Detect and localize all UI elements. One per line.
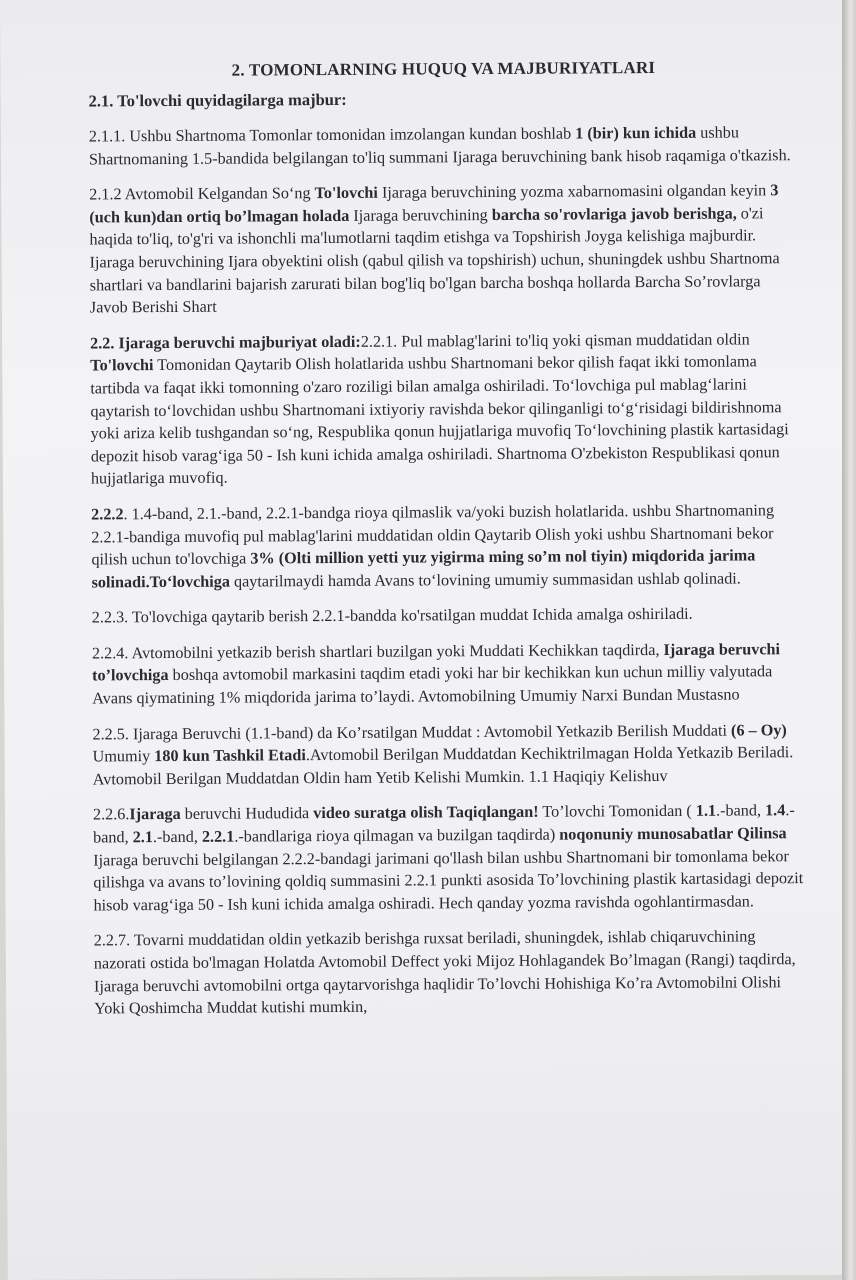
paragraph [92, 602, 802, 629]
text-run: 2.2.4. Avtomobilni yetkazib berish shartlari buzilgan yoki Muddati Kechikkan taqdirda, [91, 640, 664, 663]
text-run: 2.1.1. Ushbu Shartnoma Tomonlar tomonidan imzolangan kundan boshlab [88, 124, 576, 146]
paragraph [90, 328, 801, 490]
section-subtitle: 2.1. To'lovchi quyidagilarga majbur: [88, 89, 347, 111]
text-run: Ijaraga beruvchi belgilangan 2.2.2-bandagi jarimani qo'llash bilan ushbu Shartnomani bir tomonlama bekor qilishga va avans to’lovining qoldiq summasini 2.2.1 punkti asosida To’lovchining plastik kartasidagi depozit hisob varag‘iga 50 - Ish kuni ichida amalga oshiradi. Hech qanday yozma ravishda ogohlantirmasdan. [93, 846, 804, 915]
paragraph [93, 800, 804, 917]
bold-text: 2.1 [132, 828, 153, 847]
bold-text: 1 (bir) kun ichida [575, 123, 697, 143]
text-run: qaytarilmaydi hamda Avans to‘lovining umumiy summasidan ushlab qolinadi. [229, 569, 741, 591]
text-run: Umumiy [92, 747, 155, 766]
bold-text: Ijaraga [129, 805, 181, 824]
bold-text: 1.4 [765, 801, 786, 820]
bold-text: noqonuniy munosabatlar Qilinsa [559, 824, 787, 844]
text-run: o'zi haqida to'liq, to'g'ri va ishonchli ma'lumotlarni taqdim etishga va Topshirish Joyga kelishiga majburdir. Ijaraga beruvchining Ijara obyektini olish (qabul qilish va topshirish) uchun, shuningdek ushbu Shartnoma shartlari va bandlarini bajarish zarurati bilan bog'liq bo'lgan barcha boshqa hollarda Barcha So’rovlarga Javob Berishi Shart [89, 204, 780, 317]
text-run: 2.1.2 Avtomobil Kelgandan Soʻng [89, 184, 315, 204]
bold-text: 1.1 [695, 802, 717, 821]
paragraph [92, 638, 802, 710]
text-run: .-band, [152, 827, 202, 847]
text-run: 2.2.5. Ijaraga Beruvchi (1.1-band) da Ko’rsatilgan Muddat : Avtomobil Yetkazib Berilish Muddati [92, 721, 732, 744]
bold-text: 3% (Olti million yetti yuz yigirma ming so’m nol tiyin) miqdorida jarima solinadi.To‘lovchiga [91, 546, 756, 592]
text-run: 2.2.1. Pul mablag'larini to'liq yoki qisman muddatidan oldin [360, 330, 750, 351]
paragraph [89, 179, 800, 319]
paragraph [89, 121, 799, 171]
text-run: 2.2.7. Tovarni muddatidan oldin yetkazib berishga ruxsat beriladi, shuningdek, ishlab chiqaruvchining nazorati ostida bo'lmagan Holatda Avtomobil Deffect yoki Mijoz Hohlagandek Bo’lmagan (Rangi) taqdirda, Ijaraga beruvchi avtomobilni ortga qaytarvorishga haqlidir To’lovchi Hohishiga Ko’ra Avtomobilni Olishi Yoki Qoshimcha Muddat kutishi mumkin, [93, 927, 796, 1018]
text-run: To’lovchi Tomonidan ( [538, 802, 696, 822]
bold-text: 180 kun Tashkil Etadi [154, 746, 306, 766]
text-run: Ijaraga beruvchining yozma xabarnomasini olgandan keyin [377, 181, 771, 202]
bold-text: barcha so'rovlariga javob berishga, [491, 204, 737, 224]
text-run: .-bandlariga rioya qilmagan va buzilgan taqdirda) [234, 825, 560, 846]
text-run: .Avtomobil Berilgan Muddatdan Kechiktrilmagan Holda Yetkazib Beriladi. Avtomobil Berilgan Muddatdan Oldin ham Yetib Kelishi Mumkin. 1.1 Haqiqiy Kelishuv [92, 743, 794, 789]
paragraph [94, 926, 805, 1021]
text-run: ushbu Shartnomaning 1.5-bandida belgilangan to'liq summani Ijaraga beruvchining bank hisob raqamiga o'tkazish. [88, 123, 791, 169]
bold-text: To'lovchi [314, 183, 378, 203]
bold-text: (6 – Oy) [730, 720, 787, 740]
text-run: 2.2.3. To'lovchiga qaytarib berish 2.2.1-bandda ko'rsatilgan muddat Ichida amalga oshiriladi. [91, 605, 693, 627]
bold-text: 2.2.1 [201, 827, 235, 846]
page-edge [842, 0, 856, 1280]
bold-text: 2.2.2 [91, 505, 124, 524]
bold-text: To'lovchi [90, 356, 154, 375]
bold-text: 2.2. Ijaraga beruvchi majburiyat oladi: [90, 332, 361, 353]
text-run: 2.2.6. [92, 805, 130, 824]
bold-text: video suratga olish Taqiqlangan! [313, 803, 539, 823]
text-run: .-band, [93, 801, 795, 847]
text-run: boshqa avtomobil markasini taqdim etadi yoki har bir kechikkan kun uchun milliy valyutada Avans qiymatining 1% miqdorida jarima to’laydi. Avtomobilning Umumiy Narxi Bundan Mustasno [92, 662, 773, 708]
text-run: Tomonidan Qaytarib Olish holatlarida ushbu Shartnomani bekor qilish faqat ikki tomonlama tartibda va faqat ikki tomonning o'zaro roziligi bilan amalga oshiriladi. To‘lovchiga pul mablag‘larini qaytarish to‘lovchidan ushbu Shartnomani ixtiyoriy ravishda bekor qilinganligi to‘g‘risidagi bildirishnoma yoki ariza kelib tushgandan so‘ng, Respublika qonun hujjatlariga muvofiq To‘lovchining plastik kartasidagi depozit hisob varag‘iga 50 - Ish kuni ichida amalga oshiriladi. Shartnoma O'zbekiston Respublikasi qonun hujjatlariga muvofiq. [90, 352, 789, 488]
text-run: Ijaraga beruvchining [349, 205, 492, 225]
section-title: 2. TOMONLARNING HUQUQ VA MAJBURIYATLARI [231, 57, 656, 80]
text-run: . 1.4-band, 2.1.-band, 2.2.1-bandga rioya qilmaslik va/yoki buzish holatlarida. ushbu Shartnomaning 2.2.1-bandiga muvofiq pul mablag'larini muddatidan oldin Qaytarib Olish yoki ushbu Shartnomani bekor qilish uchun to'lovchiga [91, 501, 775, 569]
paragraph [92, 719, 802, 791]
document-body [89, 121, 804, 1020]
bold-text: 3 (uch kun)dan ortiq bo’lmagan holada [89, 181, 779, 227]
paragraph [91, 499, 802, 594]
bold-text: Ijaraga beruvchi to’lovchiga [92, 640, 781, 685]
text-run: beruvchi Hududida [180, 804, 314, 824]
text-run: .-band, [716, 801, 766, 821]
